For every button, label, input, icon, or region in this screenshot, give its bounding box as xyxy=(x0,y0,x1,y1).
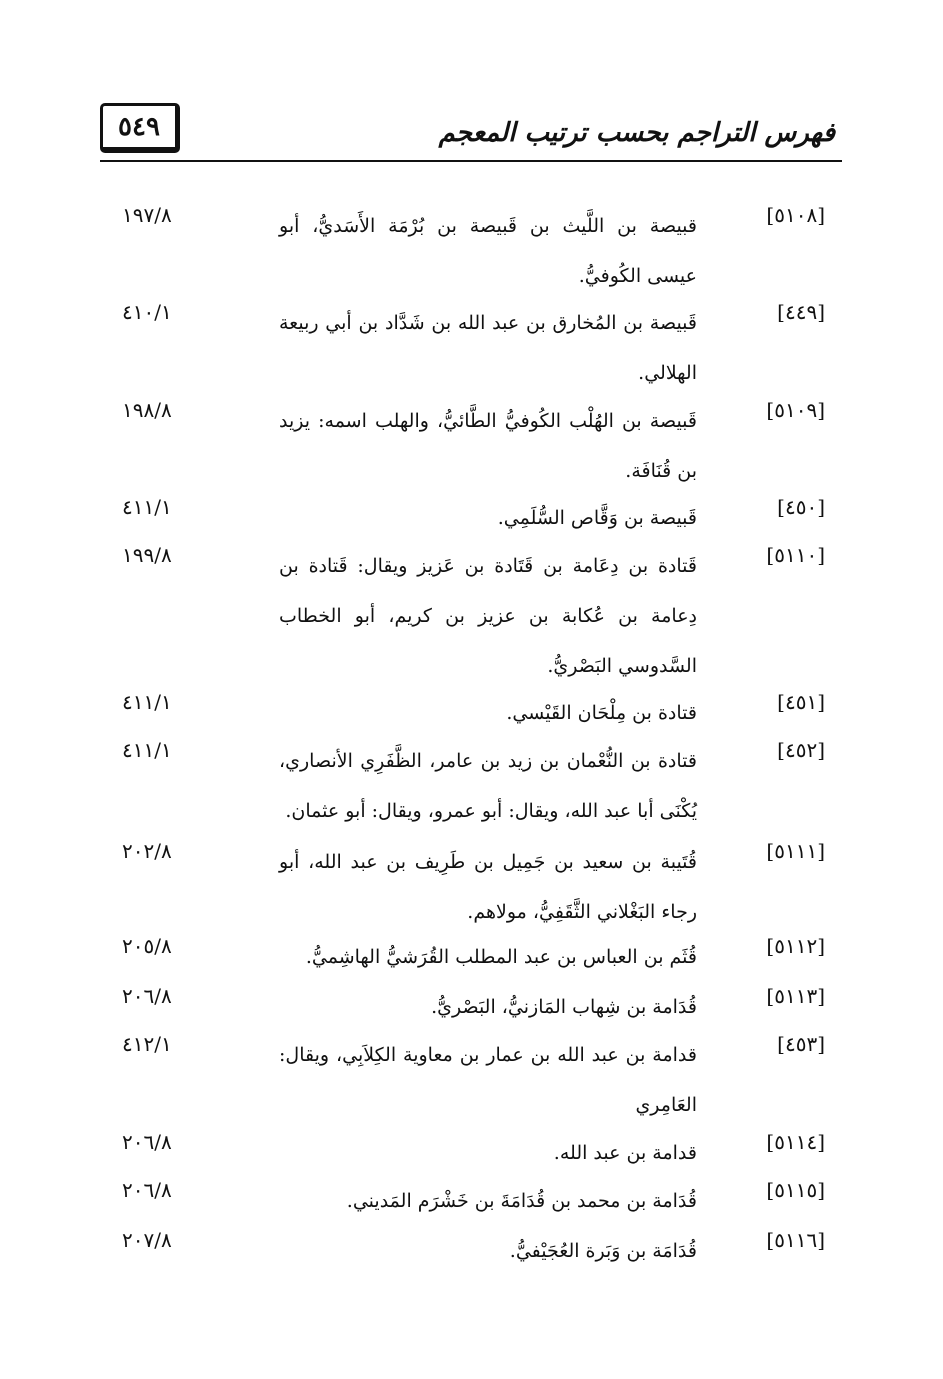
entry-id: [٥١١٥] xyxy=(766,1178,825,1202)
page-number-text: ٥٤٩ xyxy=(118,111,160,142)
entry-reference: ٤١١/١ xyxy=(122,495,172,519)
entry-id: [٤٤٩] xyxy=(777,300,825,324)
entry-id: [٤٥٠] xyxy=(777,495,825,519)
entry-reference: ٢٠٧/٨ xyxy=(122,1228,172,1252)
entry-reference: ٤١١/١ xyxy=(122,738,172,762)
entry-id: [٥١٠٨] xyxy=(766,203,825,227)
entry-id: [٥١٠٩] xyxy=(766,398,825,422)
page-number xyxy=(100,103,180,153)
entry-text: قَبيصة بن وَقَّاص السُّلَمِي. xyxy=(497,507,697,529)
header-divider xyxy=(100,160,842,162)
entry-id: [٥١١٦] xyxy=(766,1228,825,1252)
entry-id: [٥١١٠] xyxy=(766,543,825,567)
entry-text: قُثَم بن العباس بن عبد المطلب القُرَشيُّ الهاشِميُّ. xyxy=(305,946,697,968)
entry-text: قدامة بن عبد الله. xyxy=(553,1142,697,1164)
entry-reference: ١٩٩/٨ xyxy=(122,543,172,567)
entry-id: [٤٥٣] xyxy=(777,1032,825,1056)
entry-text: قُدَامة بن محمد بن قُدَامَةَ بن خَشْرَم المَديني. xyxy=(346,1190,697,1212)
entry-reference: ٤١٢/١ xyxy=(122,1032,172,1056)
entry-id: [٤٥١] xyxy=(777,690,825,714)
running-title: فهرس التراجم بحسب ترتيب المعجم xyxy=(438,118,835,148)
entry-text: قَبيصة بن المُخارق بن عبد الله بن شَدَّاد بن أبي ربيعة الهلالي. xyxy=(279,312,697,384)
entry-id: [٥١١١] xyxy=(766,839,825,863)
entry-text: قدامة بن عبد الله بن عمار بن معاوية الكِلاَبِي، ويقال: العَامِري xyxy=(279,1044,697,1116)
entry-id: [٥١١٢] xyxy=(766,934,825,958)
entry-text: قُتَيبة بن سعيد بن جَمِيل بن طَرِيف بن عبد الله، أبو رجاء البَغْلاني الثَّقَفِيُّ، مولاهم. xyxy=(279,851,697,923)
entry-text: قُدَامة بن شِهاب المَازنيُّ، البَصْريُّ. xyxy=(431,996,697,1018)
entry-text: قبيصة بن اللَّيث بن قَبيصة بن بُرْمَة الأَسَديُّ، أبو عيسى الكُوفيُّ. xyxy=(279,215,697,287)
entry-reference: ١٩٨/٨ xyxy=(122,398,172,422)
entry-reference: ٤١٠/١ xyxy=(122,300,172,324)
entry-text: قتادة بن النُّعْمان بن زيد بن عامر، الظَّفَرِي الأنصاري، يُكْنَى أبا عبد الله، ويقال: أبو عمرو، ويقال: أبو عثمان. xyxy=(279,750,697,822)
entry-text: قتادة بن مِلْحَان القَيْسي. xyxy=(506,702,697,724)
entry-reference: ٢٠٦/٨ xyxy=(122,984,172,1008)
entry-id: [٥١١٣] xyxy=(766,984,825,1008)
entry-text: قَتادة بن دِعَامة بن قَتَادة بن عَزيز ويقال: قَتادة بن دِعامة بن عُكابة بن عزيز بن كريم، أبو الخطاب السَّدوسي البَصْريُّ. xyxy=(279,555,697,677)
entry-id: [٤٥٢] xyxy=(777,738,825,762)
entry-reference: ٢٠٦/٨ xyxy=(122,1178,172,1202)
entry-id: [٥١١٤] xyxy=(766,1130,825,1154)
entry-reference: ٢٠٦/٨ xyxy=(122,1130,172,1154)
entry-text: قَبيصة بن الهُلْب الكُوفيُّ الطَّائيُّ، والهلب اسمه: يزيد بن قُنَافَة. xyxy=(279,410,697,482)
entry-reference: ٢٠٢/٨ xyxy=(122,839,172,863)
entry-text: قُدَامَة بن وَبَرة العُجَيْفيُّ. xyxy=(509,1240,697,1262)
entry-reference: ١٩٧/٨ xyxy=(122,203,172,227)
entry-reference: ٤١١/١ xyxy=(122,690,172,714)
entry-reference: ٢٠٥/٨ xyxy=(122,934,172,958)
